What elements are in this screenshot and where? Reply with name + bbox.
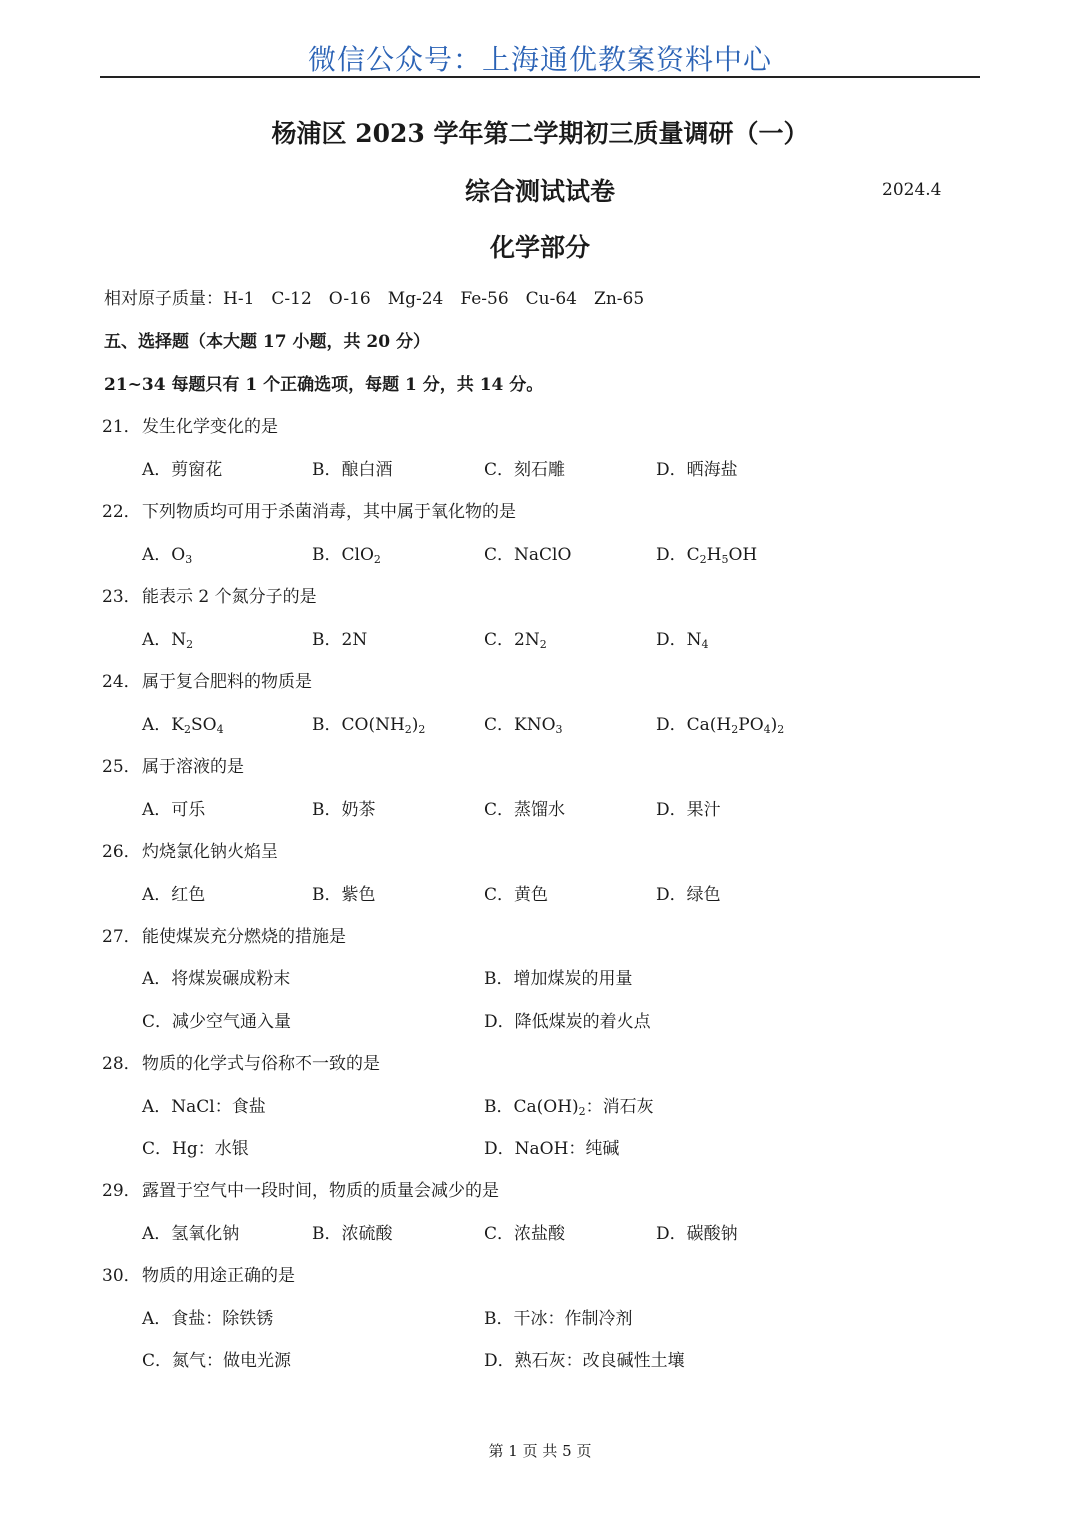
question-stem: 属于复合肥料的物质是 [142,672,312,692]
question-number: 26． [102,842,141,862]
option-27-c: C．减少空气通入量 [142,1012,292,1032]
page-footer: 第 1 页 共 5 页 [488,1442,592,1460]
atomic-masses: 相对原子质量：H-1 C-12 O-16 Mg-24 Fe-56 Cu-64 Zn-65 [104,289,645,309]
question-number: 24． [102,672,141,692]
option-30-d: D．熟石灰：改良碱性土壤 [484,1351,685,1371]
question-21 [102,412,278,437]
question-stem: 露置于空气中一段时间，物质的质量会减少的是 [142,1181,499,1201]
question-stem: 能表示 2 个氮分子的是 [142,587,317,607]
option-29-a: A．氢氧化钠 [142,1224,240,1244]
option-23-c: C．$2N_2$ [484,630,547,651]
question-23 [102,582,317,607]
option-22-d: D．$C_2H_5OH$ [656,545,758,566]
option-30-b: B．干冰：作制冷剂 [484,1309,633,1329]
option-24-c: C．$KNO_3$ [484,715,563,736]
question-stem: 发生化学变化的是 [142,417,278,437]
question-stem: 下列物质均可用于杀菌消毒，其中属于氧化物的是 [142,502,516,522]
option-24-b: B．$CO(NH_2)_2$ [312,715,426,736]
option-23-a: A．$N_2$ [142,630,194,651]
option-28-c: C．Hg：水银 [142,1139,249,1159]
question-stem: 属于溶液的是 [142,757,244,777]
question-number: 27． [102,927,141,947]
question-28 [102,1049,380,1074]
question-25 [102,752,244,777]
option-25-d: D．果汁 [656,800,721,820]
option-27-a: A．将煤炭碾成粉末 [142,969,291,989]
exam-subtitle: 综合测试试卷 [464,177,615,206]
option-29-d: D．碳酸钠 [656,1224,738,1244]
question-number: 30． [102,1266,141,1286]
option-24-d: D．$Ca(H_2PO_4)_2$ [656,715,785,736]
option-28-b: B．$Ca(OH)_2$：消石灰 [484,1097,654,1118]
option-21-a: A．剪窗花 [142,460,223,480]
question-27 [102,922,346,947]
option-30-c: C．氮气：做电光源 [142,1351,292,1371]
option-21-d: D．晒海盐 [656,460,738,480]
option-23-b: B．2N [312,630,368,650]
option-22-b: B．ClO$_2$ [312,545,381,566]
question-30 [102,1261,295,1286]
section-title: 化学部分 [489,233,590,262]
question-stem: 物质的用途正确的是 [142,1266,295,1286]
option-25-a: A．可乐 [142,800,206,820]
question-number: 25． [102,757,141,777]
option-27-b: B．增加煤炭的用量 [484,969,633,989]
option-25-c: C．蒸馏水 [484,800,566,820]
option-26-d: D．绿色 [656,885,721,905]
question-26 [102,837,278,862]
header-rule [100,76,980,78]
question-stem: 能使煤炭充分燃烧的措施是 [142,927,346,947]
option-26-a: A．红色 [142,885,206,905]
option-23-d: D．$N_4$ [656,630,709,651]
question-number: 28． [102,1054,141,1074]
question-stem: 灼烧氯化钠火焰呈 [142,842,278,862]
option-29-c: C．浓盐酸 [484,1224,566,1244]
option-29-b: B．浓硫酸 [312,1224,393,1244]
part-title: 五、选择题（本大题 17 小题，共 20 分） [104,332,430,352]
question-22 [102,497,516,522]
watermark-header: 微信公众号：上海通优教案资料中心 [307,43,772,76]
option-26-b: B．紫色 [312,885,376,905]
question-number: 21． [102,417,141,437]
option-28-d: D．NaOH：纯碱 [484,1139,620,1159]
option-24-a: A．$K_2SO_4$ [142,715,224,736]
option-26-c: C．黄色 [484,885,549,905]
exam-date: 2024.4 [882,180,942,200]
question-number: 23． [102,587,141,607]
option-30-a: A．食盐：除铁锈 [142,1309,274,1329]
option-22-a: A．$O_3$ [142,545,193,566]
option-27-d: D．降低煤炭的着火点 [484,1012,651,1032]
instructions: 21~34 每题只有 1 个正确选项，每题 1 分，共 14 分。 [104,375,544,395]
option-21-c: C．刻石雕 [484,460,566,480]
question-24 [102,667,312,692]
option-21-b: B．酿白酒 [312,460,393,480]
exam-title: 杨浦区 2023 学年第二学期初三质量调研（一） [271,119,809,148]
option-22-c: C．NaClO [484,545,572,565]
option-28-a: A．NaCl：食盐 [142,1097,266,1117]
question-number: 29． [102,1181,141,1201]
question-29 [102,1176,499,1201]
question-stem: 物质的化学式与俗称不一致的是 [142,1054,380,1074]
option-25-b: B．奶茶 [312,800,376,820]
question-number: 22． [102,502,141,522]
